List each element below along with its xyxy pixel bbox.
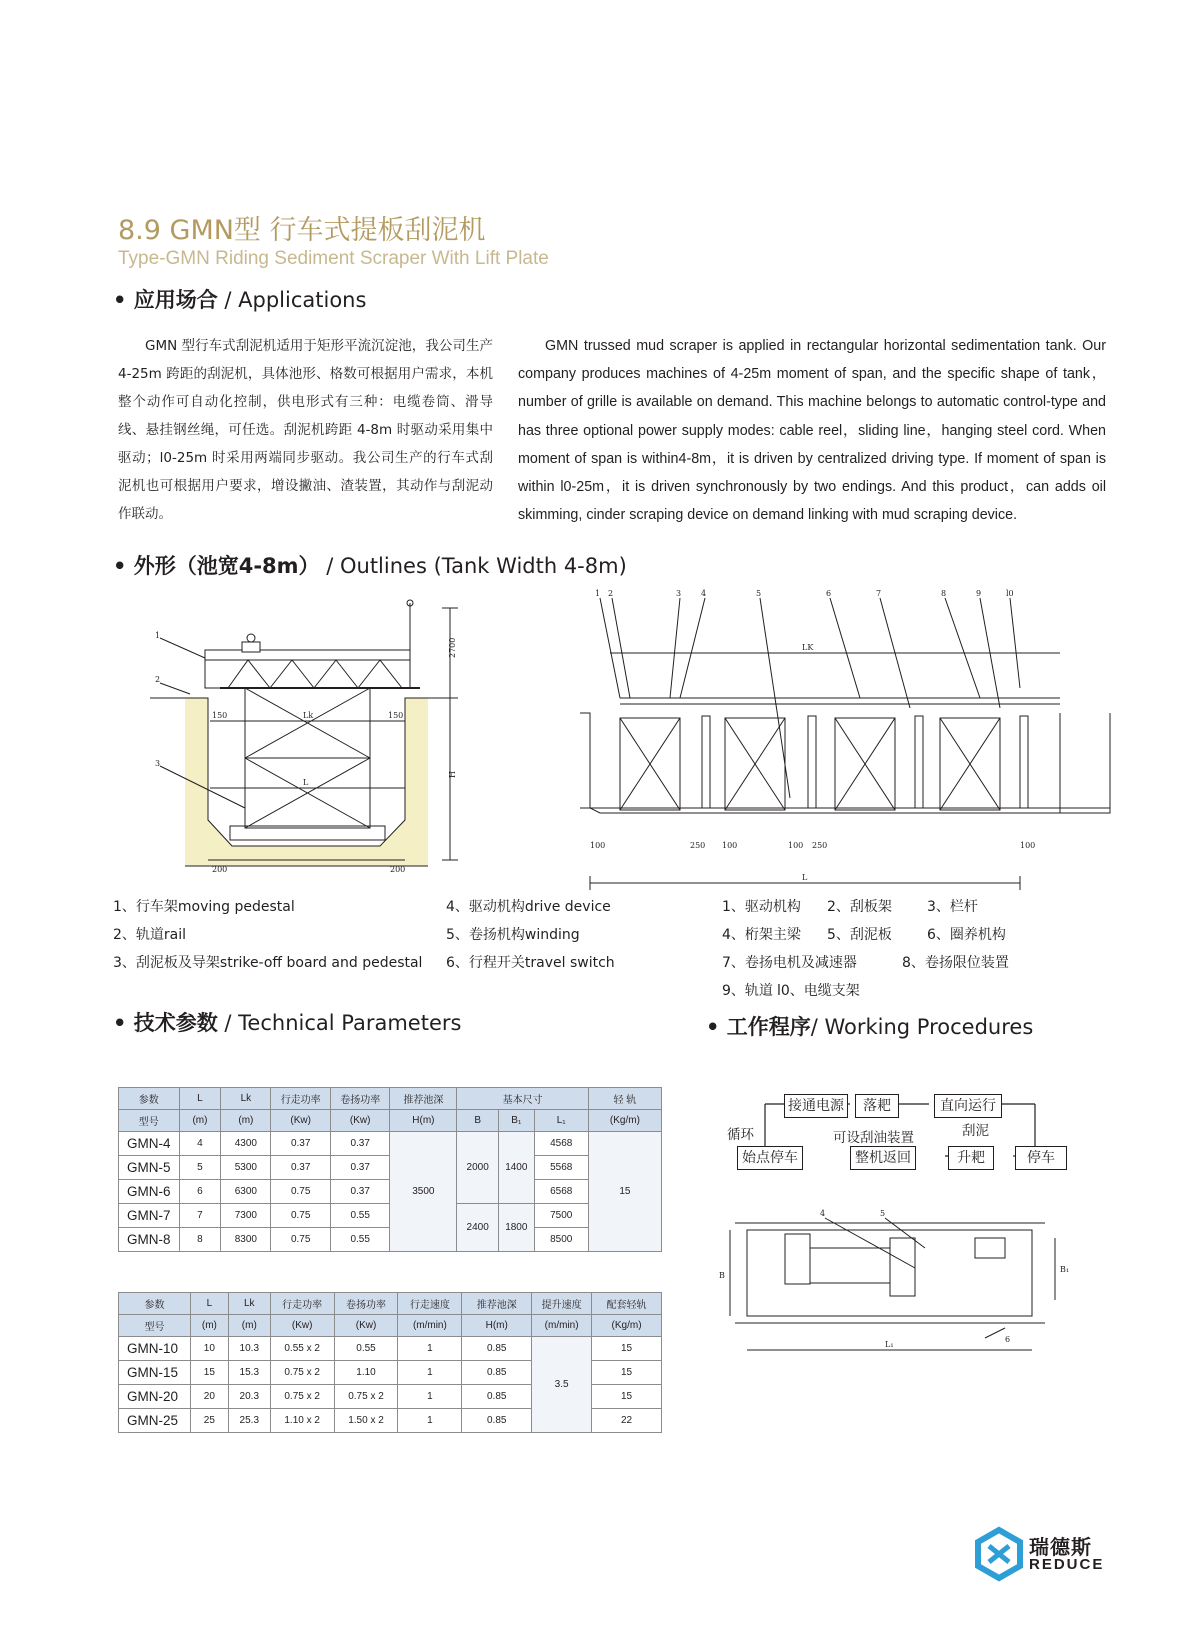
th: (Kw): [334, 1315, 398, 1337]
b1-cell: 1400: [499, 1132, 535, 1204]
th: (Kw): [271, 1110, 331, 1132]
th: (Kw): [330, 1110, 390, 1132]
legend-item: 2、轨道rail: [113, 927, 187, 943]
plan-dim-l1: L₁: [885, 1340, 894, 1349]
flow-step-forward: 直向运行: [934, 1094, 1002, 1118]
th: (m/min): [532, 1315, 592, 1337]
lift-speed-cell: 3.5: [532, 1337, 592, 1433]
th: 基本尺寸: [457, 1088, 589, 1110]
th: B₁: [499, 1110, 535, 1132]
rcallout-1: 1: [595, 589, 601, 598]
th: 轻 轨: [588, 1088, 661, 1110]
rcallout-4: 4: [701, 589, 707, 598]
rcallout-6: 6: [826, 589, 832, 598]
legend-mid: [446, 893, 615, 977]
rdim-100c: 100: [788, 841, 804, 850]
rail-cell: 15: [588, 1132, 661, 1252]
flow-step-lift-rake: 升耙: [948, 1146, 994, 1170]
legend-item: 4、驱动机构drive device: [446, 899, 611, 915]
legend-right: [722, 893, 1009, 1005]
rdim-250a: 250: [690, 841, 706, 850]
rcallout-9: 9: [976, 589, 982, 598]
th: B: [457, 1110, 499, 1132]
brand-name-en: REDUCE: [1029, 1556, 1105, 1573]
th: 行走速度: [398, 1293, 462, 1315]
rdim-lk: LK: [802, 643, 814, 652]
parameters-table-1: [118, 1087, 662, 1252]
b1-cell: 1800: [499, 1204, 535, 1252]
dim-150-right: 150: [388, 711, 404, 720]
legend-item: 6、行程开关travel switch: [446, 955, 615, 971]
th: (Kw): [270, 1315, 334, 1337]
th: (Kg/m): [588, 1110, 661, 1132]
callout-1: 1: [155, 631, 161, 640]
th: (m): [221, 1110, 271, 1132]
rdim-100a: 100: [590, 841, 606, 850]
th: 卷扬功率: [334, 1293, 398, 1315]
legend-item: 3、栏杆: [927, 899, 978, 915]
rcallout-5: 5: [756, 589, 762, 598]
cross-section-drawing: [150, 598, 470, 880]
th: 参数: [119, 1293, 191, 1315]
flow-step-return: 整机返回: [850, 1146, 916, 1170]
th: 行走功率: [270, 1293, 334, 1315]
flow-label-cycle: 循环: [727, 1127, 754, 1143]
th: 提升速度: [532, 1293, 592, 1315]
rcallout-7: 7: [876, 589, 882, 598]
rdim-100b: 100: [722, 841, 738, 850]
flow-step-power-on: 接通电源: [784, 1094, 848, 1118]
dim-lk: Lk: [303, 711, 314, 720]
b-cell: 2400: [457, 1204, 499, 1252]
th: H(m): [462, 1315, 532, 1337]
legend-item: 6、圈养机构: [927, 927, 1006, 943]
legend-item: l0、电缆支架: [777, 983, 860, 999]
b-cell: 2000: [457, 1132, 499, 1204]
table-row: GMN-10 10 10.3 0.55 x 2 0.55 1 0.85 3.5 15: [119, 1337, 662, 1361]
th: 推荐池深: [462, 1293, 532, 1315]
page-subtitle: Type-GMN Riding Sediment Scraper With Lift Plate: [118, 248, 549, 269]
table-row: GMN-4 4 4300 0.37 0.37 3500 2000 1400 4568 15: [119, 1132, 662, 1156]
legend-item: 1、行车架moving pedestal: [113, 899, 295, 915]
table-row: GMN-8 8 8300 0.75 0.55 8500: [119, 1228, 662, 1252]
legend-item: 2、刮板架: [827, 899, 892, 915]
legend-item: 4、桁架主梁: [722, 927, 801, 943]
th: 配套轻轨: [592, 1293, 662, 1315]
table-row: GMN-6 6 6300 0.75 0.37 6568: [119, 1180, 662, 1204]
outlines-heading: • 外形（池宽4-8m） / Outlines (Tank Width 4-8m): [113, 554, 627, 578]
tech-heading: • 技术参数 / Technical Parameters: [113, 1011, 462, 1035]
parameters-table-2: [118, 1292, 662, 1433]
legend-item: 9、轨道: [722, 983, 773, 999]
th: L: [190, 1293, 228, 1315]
th: 型号: [119, 1315, 191, 1337]
page-title: 8.9 GMN型 行车式提板刮泥机: [118, 215, 486, 246]
flow-step-lower-rake: 落耙: [855, 1094, 899, 1118]
longitudinal-drawing: [580, 589, 1140, 898]
table-row: GMN-20 20 20.3 0.75 x 2 0.75 x 2 1 0.85 15: [119, 1385, 662, 1409]
th: 推荐池深: [390, 1088, 457, 1110]
flow-step-stop: 停车: [1015, 1146, 1067, 1170]
th: (Kg/m): [592, 1315, 662, 1337]
th: Lk: [228, 1293, 270, 1315]
table-row: GMN-5 5 5300 0.37 0.37 5568: [119, 1156, 662, 1180]
brand-logo-icon: [975, 1528, 1023, 1580]
legend-item: 5、卷扬机构winding: [446, 927, 580, 943]
th: L: [179, 1088, 221, 1110]
th: 卷扬功率: [330, 1088, 390, 1110]
depth-cell: 3500: [390, 1132, 457, 1252]
flow-step-start-stop: 始点停车: [737, 1146, 803, 1170]
applications-heading: • 应用场合 / Applications: [113, 288, 367, 312]
flow-label-oil: 可设刮油装置: [833, 1130, 914, 1146]
dim-h: H: [448, 771, 457, 778]
applications-text-en: GMN trussed mud scraper is applied in rectangular horizontal sedimentation tank. Our company produces machines of 4-25m moment of span, and the specific shape of tank，number of grille is available on demand. This machine belongs to automatic control-type and has three optional power supply modes: cable reel，sliding line，hanging steel cord. When moment of span is within4-8m，it is driven by centralized driving type. If moment of span is within l0-25m，it is driven synchronously by two endings. And this product，can adds oil skimming, cinder scraping device on demand linking with mud scraping device.: [518, 338, 1106, 524]
plan-dim-b1: B₁: [1060, 1265, 1070, 1274]
table-row: GMN-7 7 7300 0.75 0.55 2400 1800 7500: [119, 1204, 662, 1228]
table-row: GMN-15 15 15.3 0.75 x 2 1.10 1 0.85 15: [119, 1361, 662, 1385]
dim-2700: 2700: [448, 637, 457, 658]
callout-3: 3: [155, 759, 161, 768]
th: L₁: [534, 1110, 588, 1132]
rdim-250b: 250: [812, 841, 828, 850]
legend-item: 3、刮泥板及导架strike-off board and pedestal: [113, 955, 423, 971]
th: 参数: [119, 1088, 180, 1110]
rcallout-2: 2: [608, 589, 614, 598]
flow-label-scrape: 刮泥: [962, 1123, 989, 1139]
table-row: GMN-25 25 25.3 1.10 x 2 1.50 x 2 1 0.85 22: [119, 1409, 662, 1433]
dim-150-left: 150: [212, 711, 228, 720]
th: (m): [228, 1315, 270, 1337]
dim-l: L: [303, 778, 309, 787]
th: (m): [179, 1110, 221, 1132]
legend-item: 5、刮泥板: [827, 927, 892, 943]
dim-200-right: 200: [390, 865, 406, 874]
brand-name-cn: 瑞德斯: [1029, 1535, 1092, 1559]
rdim-100d: 100: [1020, 841, 1036, 850]
plan-drawing: [715, 1208, 1085, 1358]
th: H(m): [390, 1110, 457, 1132]
rdim-l: L: [802, 873, 808, 882]
legend-left: [113, 893, 422, 977]
plan-dim-b: B: [719, 1271, 725, 1280]
rcallout-8: 8: [941, 589, 947, 598]
th: (m/min): [398, 1315, 462, 1337]
th: (m): [190, 1315, 228, 1337]
plan-callout-4: 4: [820, 1209, 826, 1218]
legend-item: 7、卷扬电机及减速器: [722, 955, 857, 971]
applications-text-cn: GMN 型行车式刮泥机适用于矩形平流沉淀池，我公司生产 4-25m 跨距的刮泥机，具体池形、格数可根据用户需求，本机整个动作可自动化控制，供电形式有三种：电缆卷筒、滑导线、悬挂钢丝绳，可任选。刮泥机跨距 4-8m 时驱动采用集中驱动；l0-25m 时采用两端同步驱动。我公司生产的行车式刮泥机也可根据用户要求，增设撇油、渣装置，其动作与刮泥动作联动。: [118, 338, 493, 522]
plan-callout-5: 5: [880, 1209, 886, 1218]
th: 型号: [119, 1110, 180, 1132]
plan-callout-6: 6: [1005, 1335, 1011, 1344]
callout-2: 2: [155, 675, 161, 684]
th: Lk: [221, 1088, 271, 1110]
rcallout-3: 3: [676, 589, 682, 598]
procedures-heading: • 工作程序/ Working Procedures: [706, 1015, 1034, 1039]
rcallout-10: l0: [1006, 589, 1014, 598]
th: 行走功率: [271, 1088, 331, 1110]
dim-200-left: 200: [212, 865, 228, 874]
legend-item: 1、驱动机构: [722, 899, 801, 915]
legend-item: 8、卷扬限位装置: [902, 955, 1009, 971]
